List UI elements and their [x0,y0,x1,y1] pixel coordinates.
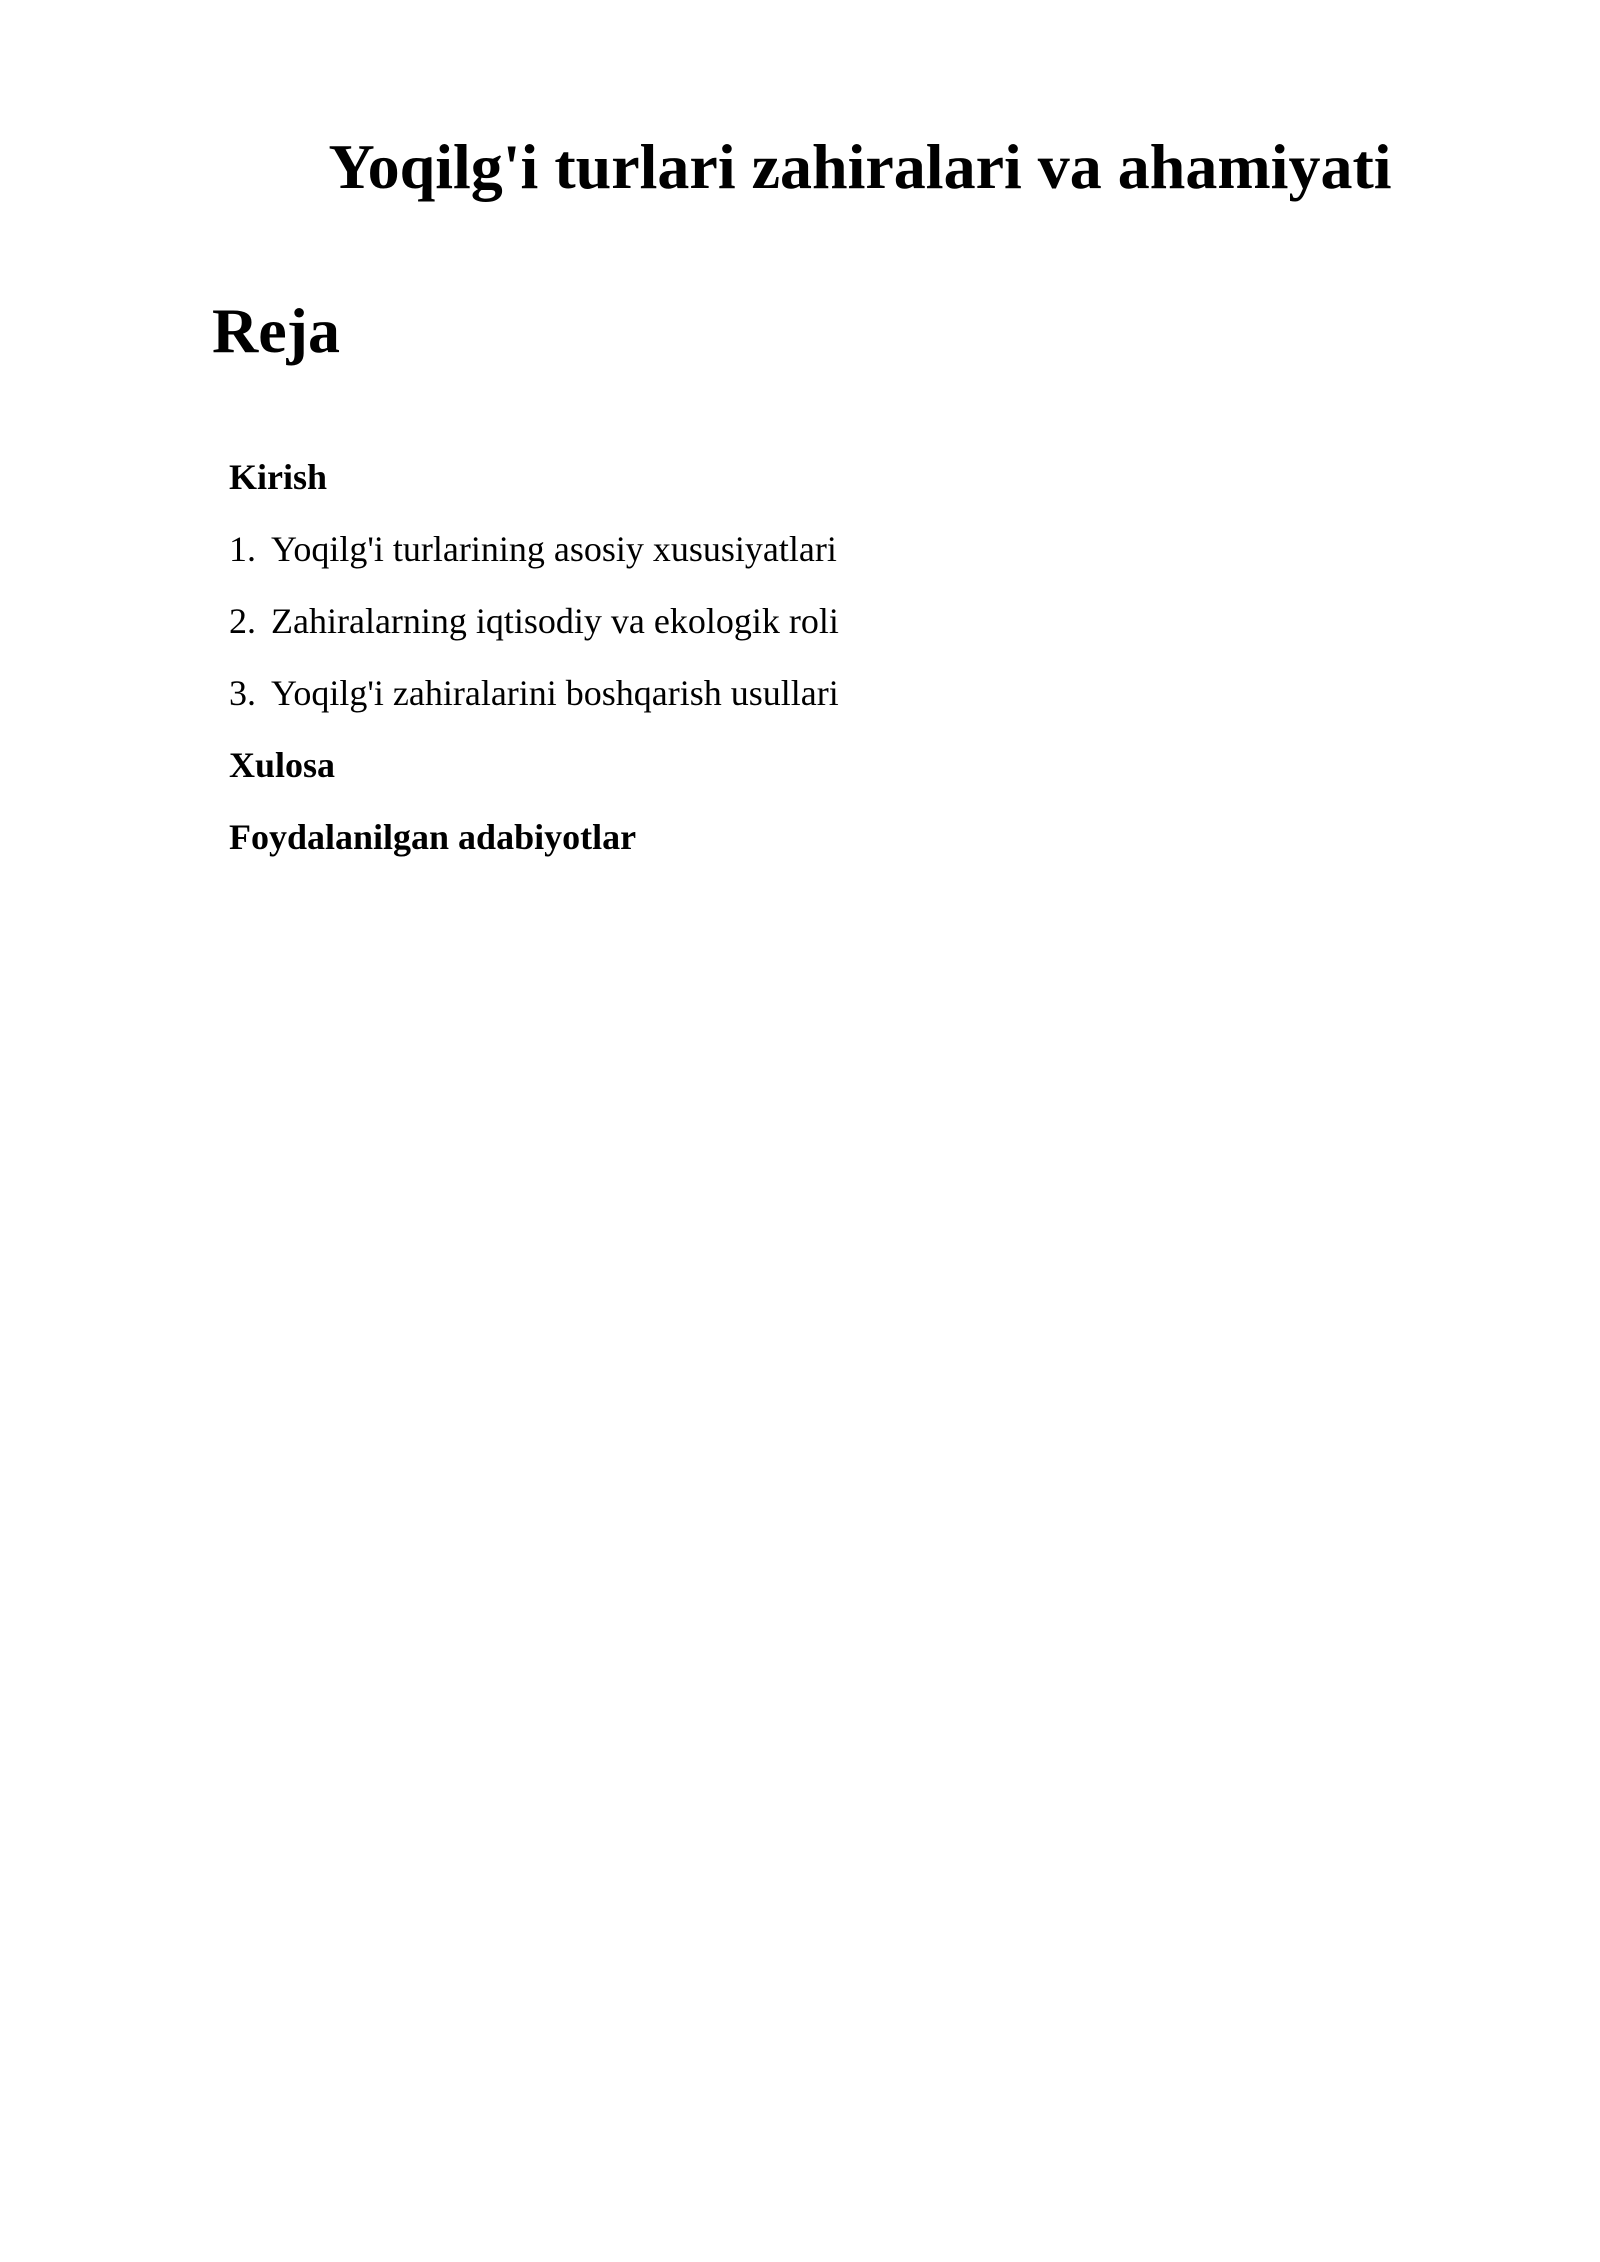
plan-item-text: Foydalanilgan adabiyotlar [229,817,637,857]
plan-item-intro [229,455,839,527]
plan-list [229,455,839,887]
plan-item-text: Yoqilg'i turlarining asosiy xususiyatlari [271,529,837,569]
plan-item-text: Kirish [229,457,328,497]
plan-item-3 [229,671,839,743]
plan-item-text: Yoqilg'i zahiralarini boshqarish usullari [271,673,839,713]
document-title: Yoqilg'i turlari zahiralari va ahamiyati [328,131,1392,202]
plan-item-text: Zahiralarning iqtisodiy va ekologik roli [271,601,839,641]
plan-item-text: Xulosa [229,745,336,785]
plan-item-references [229,815,839,887]
plan-item-number: 1. [229,529,256,569]
plan-item-number: 2. [229,601,256,641]
plan-heading: Reja [212,295,340,366]
plan-item-number: 3. [229,673,256,713]
plan-item-2 [229,599,839,671]
plan-item-conclusion [229,743,839,815]
plan-item-1 [229,527,839,599]
